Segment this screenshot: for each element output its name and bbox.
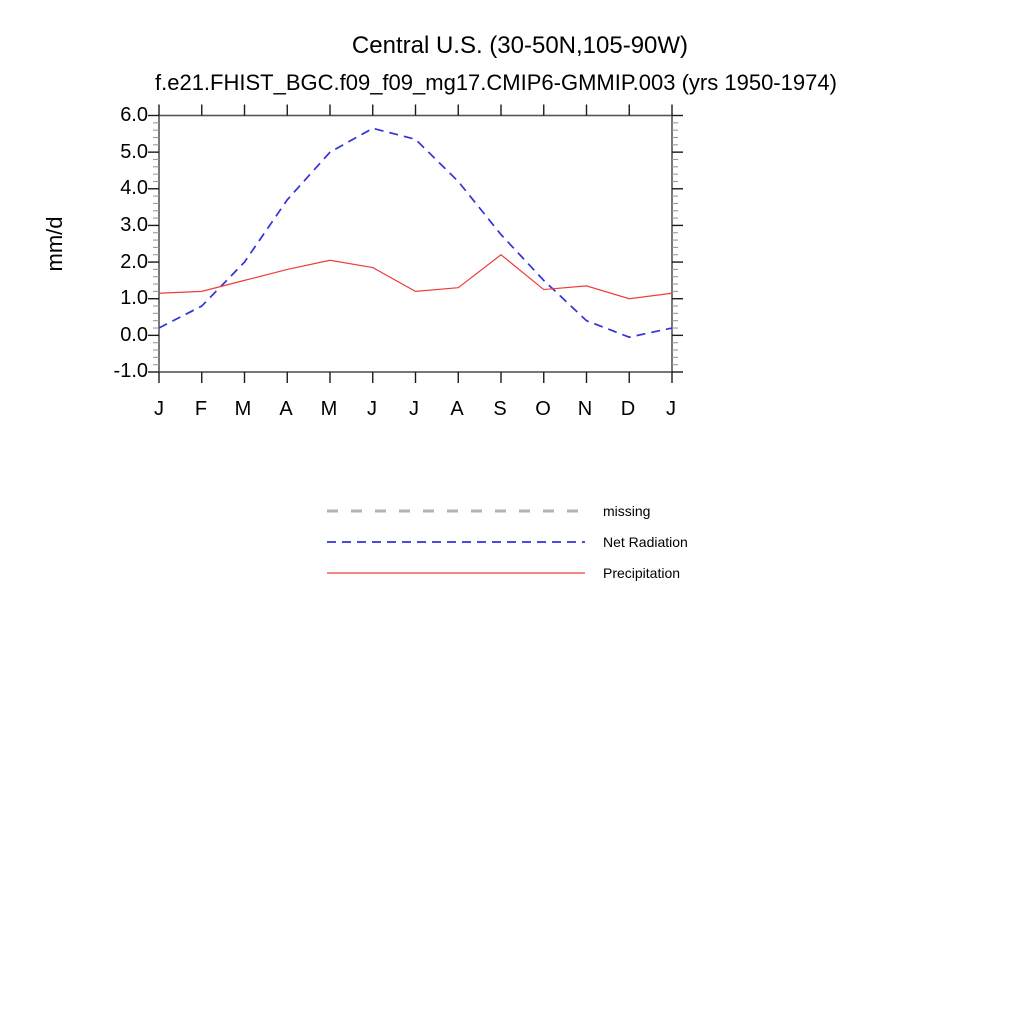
- x-tick-label: N: [577, 398, 593, 420]
- y-tick-label: -1.0: [113, 360, 148, 382]
- legend: [325, 501, 688, 594]
- x-tick-label: O: [535, 398, 551, 420]
- y-axis-title: mm/d: [42, 216, 67, 272]
- plot-frame: [159, 116, 672, 373]
- y-tick-label: 5.0: [120, 141, 148, 163]
- chart-subtitle: f.e21.FHIST_BGC.f09_f09_mg17.CMIP6-GMMIP.003 (yrs 1950-1974): [155, 70, 837, 95]
- x-tick-label: J: [154, 398, 164, 420]
- missing-line-sample-icon: [325, 501, 587, 521]
- legend-label-net-radiation: Net Radiation: [603, 534, 688, 550]
- x-tick-label: J: [409, 398, 419, 420]
- legend-entry-precipitation: [325, 563, 688, 583]
- y-tick-label: 1.0: [120, 287, 148, 309]
- legend-label-precipitation: Precipitation: [603, 565, 681, 581]
- legend-entry-net-radiation: [325, 532, 688, 552]
- x-tick-label: D: [620, 398, 636, 420]
- x-tick-label: M: [234, 398, 252, 420]
- series-line-precipitation: [159, 255, 672, 299]
- x-tick-label: J: [367, 398, 377, 420]
- y-tick-label: 4.0: [120, 177, 148, 199]
- x-tick-label: S: [493, 398, 507, 420]
- x-tick-label: A: [450, 398, 464, 420]
- chart-title: Central U.S. (30-50N,105-90W): [351, 32, 689, 59]
- y-tick-label: 2.0: [120, 251, 148, 273]
- legend-entry-missing: [325, 501, 688, 521]
- legend-label-missing: missing: [603, 503, 651, 519]
- x-tick-label: A: [279, 398, 293, 420]
- x-tick-label: M: [320, 398, 338, 420]
- y-tick-label: 3.0: [120, 214, 148, 236]
- precipitation-line-sample-icon: [325, 563, 587, 583]
- series-line-net-radiation: [159, 128, 672, 337]
- y-tick-label: 0.0: [120, 324, 148, 346]
- y-tick-label: 6.0: [120, 104, 148, 126]
- net-radiation-line-sample-icon: [325, 532, 587, 552]
- x-tick-label: J: [666, 398, 676, 420]
- x-tick-label: F: [194, 398, 208, 420]
